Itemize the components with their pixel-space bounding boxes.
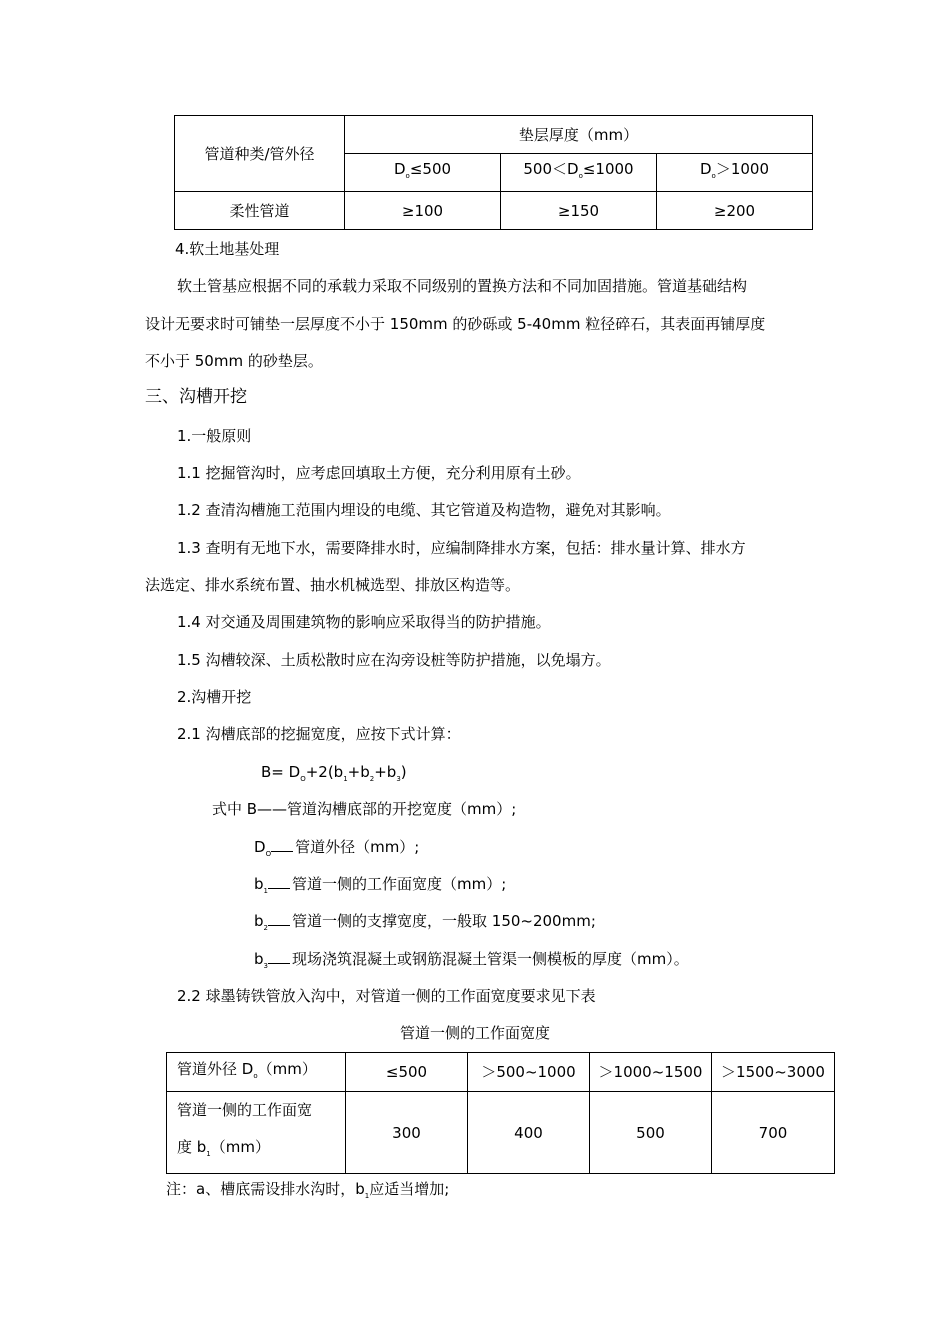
section-4-paragraph-line1: 软土管基应根据不同的承载力采取不同级别的置换方法和不同加固措施。管道基础结构 [177,277,748,295]
item-1-1: 1.1 挖掘管沟时，应考虑回填取土方便，充分利用原有土砂。 [177,464,581,482]
table2-col-header: ＞1000~1500 [590,1053,712,1092]
table2-cell: 700 [712,1092,835,1174]
definition-b3: $b_3$ 现场浇筑混凝土或钢筋混凝土管渠一侧模板的厚度（mm）。 [254,950,689,970]
table2-row-header: 管道外径 $D_o(mm)$ [167,1053,346,1092]
item-1-5: 1.5 沟槽较深、土质松散时应在沟旁设桩等防护措施，以免塌方。 [177,651,611,669]
formula-definition-intro: 式中 B——管道沟槽底部的开挖宽度（mm）; [212,800,517,818]
table2-row-label: 管道一侧的工作面宽 度 $b_1(mm)$ [167,1092,346,1174]
table2-col-header: ＞500~1000 [468,1053,590,1092]
table1-row-label: 柔性管道 [175,192,345,230]
table1-cell: ≥150 [501,192,657,230]
table1-col-header: $D_o\le 500$ [345,154,501,192]
item-1-3-line2: 法选定、排水系统布置、抽水机械选型、排放区构造等。 [145,576,521,594]
definition-b1: $b_1$ 管道一侧的工作面宽度（mm）; [254,875,507,895]
item-2-2: 2.2 球墨铸铁管放入沟中，对管道一侧的工作面宽度要求见下表 [177,987,596,1005]
working-face-width-table [166,1052,835,1174]
cushion-thickness-table [174,115,813,230]
table2-col-header: ＞1500~3000 [712,1053,835,1092]
table1-cell: ≥100 [345,192,501,230]
subheading-general-principles: 1.一般原则 [177,427,252,445]
item-1-2: 1.2 查清沟槽施工范围内埋设的电缆、其它管道及构造物，避免对其影响。 [177,501,671,519]
table2-cell: 400 [468,1092,590,1174]
table1-row-header: 管道种类/管外径 [175,116,345,192]
item-1-3-line1: 1.3 查明有无地下水，需要降排水时，应编制降排水方案，包括：排水量计算、排水方 [177,539,746,557]
item-2-1: 2.1 沟槽底部的挖掘宽度，应按下式计算： [177,725,461,743]
table2-caption: 管道一侧的工作面宽度 [399,1024,550,1042]
section-4-paragraph-line3: 不小于 50mm 的砂垫层。 [145,352,323,370]
table2-col-header: ≤500 [346,1053,468,1092]
subheading-trench-excavation: 2.沟槽开挖 [177,688,252,706]
heading-trench-excavation: 三、沟槽开挖 [145,387,247,407]
table1-col-header: $500<D_o\le 1000$ [501,154,657,192]
table1-group-header: 垫层厚度（mm） [345,116,813,154]
note-line: 注：a、槽底需设排水沟时，$b_1$应适当增加; [166,1180,450,1200]
section-4-paragraph-line2: 设计无要求时可铺垫一层厚度不小于 150mm 的砂砾或 5-40mm 粒径碎石，其表面再铺厚度 [145,315,766,333]
table1-col-header: $D_o>1000$ [657,154,813,192]
item-1-4: 1.4 对交通及周围建筑物的影响应采取得当的防护措施。 [177,613,551,631]
section-4-title: 4.软土地基处理 [175,240,280,258]
definition-d0: $D_O$ 管道外径（mm）; [254,838,420,858]
definition-b2: $b_2$ 管道一侧的支撑宽度，一般取 150~200mm; [254,912,596,932]
formula-width: $B= D_O+2(b_1+b_2+b_3)$ [261,763,407,783]
table1-cell: ≥200 [657,192,813,230]
table2-cell: 300 [346,1092,468,1174]
table2-cell: 500 [590,1092,712,1174]
